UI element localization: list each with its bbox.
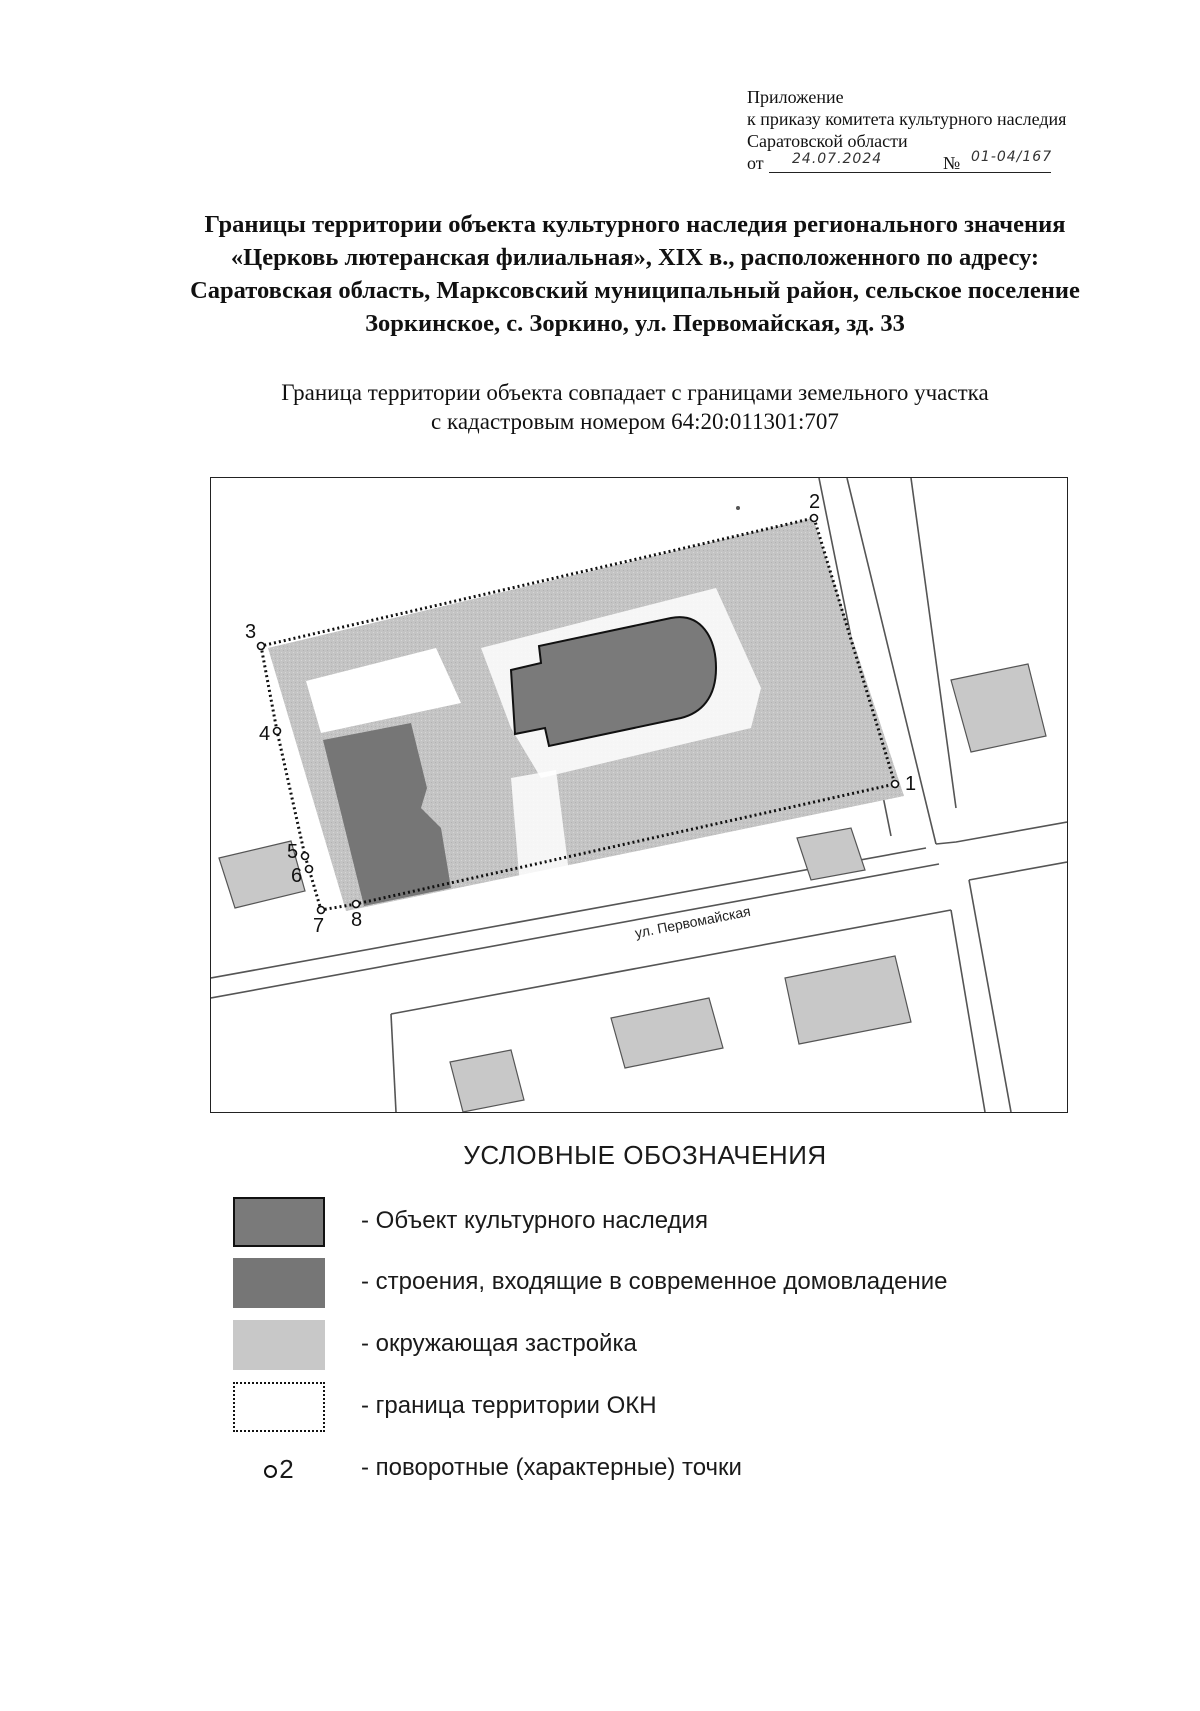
appendix-date-row (747, 149, 1167, 176)
turning-point-3 (258, 643, 265, 650)
title-line-4: Зоркинское, с. Зоркино, ул. Первомайская, зд. 33 (365, 310, 905, 337)
turning-point-1 (892, 781, 899, 788)
legend-item-surrounding (233, 1320, 1133, 1370)
road-edge (936, 822, 1067, 844)
title-line-3: Саратовская область, Марксовский муниципальный район, сельское поселение (190, 277, 1080, 304)
turning-point-label: 6 (291, 865, 303, 887)
point-symbol-label: 2 (279, 1453, 294, 1484)
surrounding-swatch (233, 1320, 325, 1370)
surrounding-building (785, 956, 911, 1044)
turning-point-2 (811, 515, 818, 522)
date-prefix: от (747, 153, 764, 173)
document-subtitle (60, 378, 1200, 436)
legend-item-okn (233, 1197, 1133, 1247)
road-edge (969, 880, 1011, 1112)
legend-label: - строения, входящие в современное домовладение (361, 1268, 948, 1295)
surrounding-building (450, 1050, 524, 1112)
appendix-line-3: Саратовской области (747, 131, 908, 151)
legend-title: УСЛОВНЫЕ ОБОЗНАЧЕНИЯ (463, 1140, 827, 1170)
buildings-swatch (233, 1258, 325, 1308)
subtitle-line-2: с кадастровым номером 64:20:011301:707 (431, 409, 839, 434)
turning-point-6 (306, 866, 313, 873)
turning-point-label: 8 (351, 909, 363, 931)
number-value: 01-04/167 (971, 149, 1053, 165)
appendix-line-2: к приказу комитета культурного наследия (747, 109, 1067, 129)
surrounding-building (611, 998, 723, 1068)
road-edge (969, 862, 1067, 880)
turning-point-5 (302, 853, 309, 860)
legend-item-boundary (233, 1382, 1133, 1432)
number-prefix: № (943, 153, 961, 173)
turning-point-8 (353, 901, 360, 908)
legend-item-buildings (233, 1258, 1133, 1308)
subtitle-line-1: Граница территории объекта совпадает с границами земельного участка (281, 380, 989, 405)
document-title (60, 208, 1200, 340)
road-edge (391, 1014, 396, 1112)
appendix-block (747, 86, 1167, 176)
legend-label: - окружающая застройка (361, 1330, 637, 1357)
title-line-1: Границы территории объекта культурного наследия регионального значения (204, 211, 1066, 238)
site-map-svg (211, 478, 1067, 1112)
okn-swatch (233, 1197, 325, 1247)
street-label: ул. Первомайская (633, 902, 752, 941)
surrounding-building (951, 664, 1046, 752)
turning-point-label: 4 (259, 723, 271, 745)
turning-point-label: 2 (809, 491, 821, 513)
point-symbol (233, 1444, 325, 1494)
turning-point-label: 3 (245, 621, 257, 643)
turning-point-label: 7 (313, 915, 325, 937)
date-value: 24.07.2024 (792, 151, 883, 167)
legend-label: - поворотные (характерные) точки (361, 1454, 742, 1481)
title-line-2: «Церковь лютеранская филиальная», XIX в., расположенного по адресу: (230, 244, 1040, 271)
surrounding-building (797, 828, 865, 880)
legend-label: - Объект культурного наследия (361, 1207, 708, 1234)
number-underline (965, 172, 1051, 173)
turning-point-label: 5 (287, 841, 299, 863)
turning-point-4 (274, 728, 281, 735)
point-circle-icon (264, 1465, 277, 1478)
legend-item-points (233, 1444, 1133, 1494)
road-edge (911, 478, 956, 808)
site-map (210, 477, 1068, 1113)
turning-point-label: 1 (905, 773, 917, 795)
turning-point-7 (318, 907, 325, 914)
date-underline (769, 172, 969, 173)
map-marker-dot (736, 506, 740, 510)
boundary-swatch (233, 1382, 325, 1432)
legend-label: - граница территории ОКН (361, 1392, 657, 1419)
appendix-line-1: Приложение (747, 87, 844, 107)
